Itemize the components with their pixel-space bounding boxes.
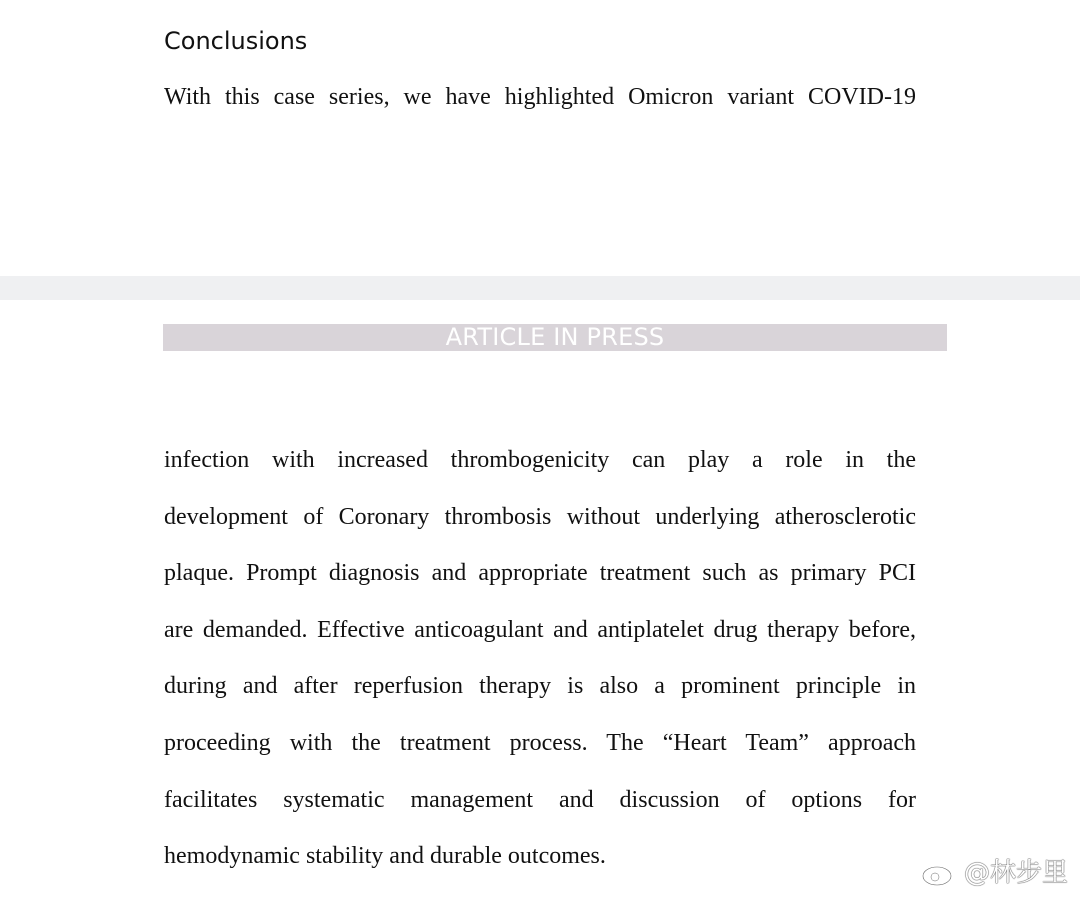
article-in-press-banner: ARTICLE IN PRESS xyxy=(163,324,947,351)
weibo-watermark xyxy=(920,858,1068,888)
paragraph-line: during and after reperfusion therapy is also a prominent principle in xyxy=(164,673,916,700)
paragraph-line: plaque. Prompt diagnosis and appropriate treatment such as primary PCI xyxy=(164,560,916,587)
paragraph-line: facilitates systematic management and discussion of options for xyxy=(164,786,916,813)
paragraph-line: development of Coronary thrombosis without underlying atherosclerotic xyxy=(164,503,916,530)
paragraph-line: hemodynamic stability and durable outcomes. xyxy=(164,843,606,870)
paragraph-line: With this case series, we have highlighted Omicron variant COVID-19 xyxy=(164,84,916,110)
paragraph-line: proceeding with the treatment process. The “Heart Team” approach xyxy=(164,729,916,756)
document-page-top xyxy=(0,0,1080,276)
paragraph-line: are demanded. Effective anticoagulant and antiplatelet drug therapy before, xyxy=(164,616,916,643)
page-separator xyxy=(0,276,1080,300)
watermark-text: @林步里 xyxy=(963,858,1068,888)
paragraph-line: infection with increased thrombogenicity can play a role in the xyxy=(164,447,916,473)
weibo-icon xyxy=(920,859,960,887)
section-heading: Conclusions xyxy=(164,27,308,55)
conclusion-paragraph xyxy=(164,443,916,896)
